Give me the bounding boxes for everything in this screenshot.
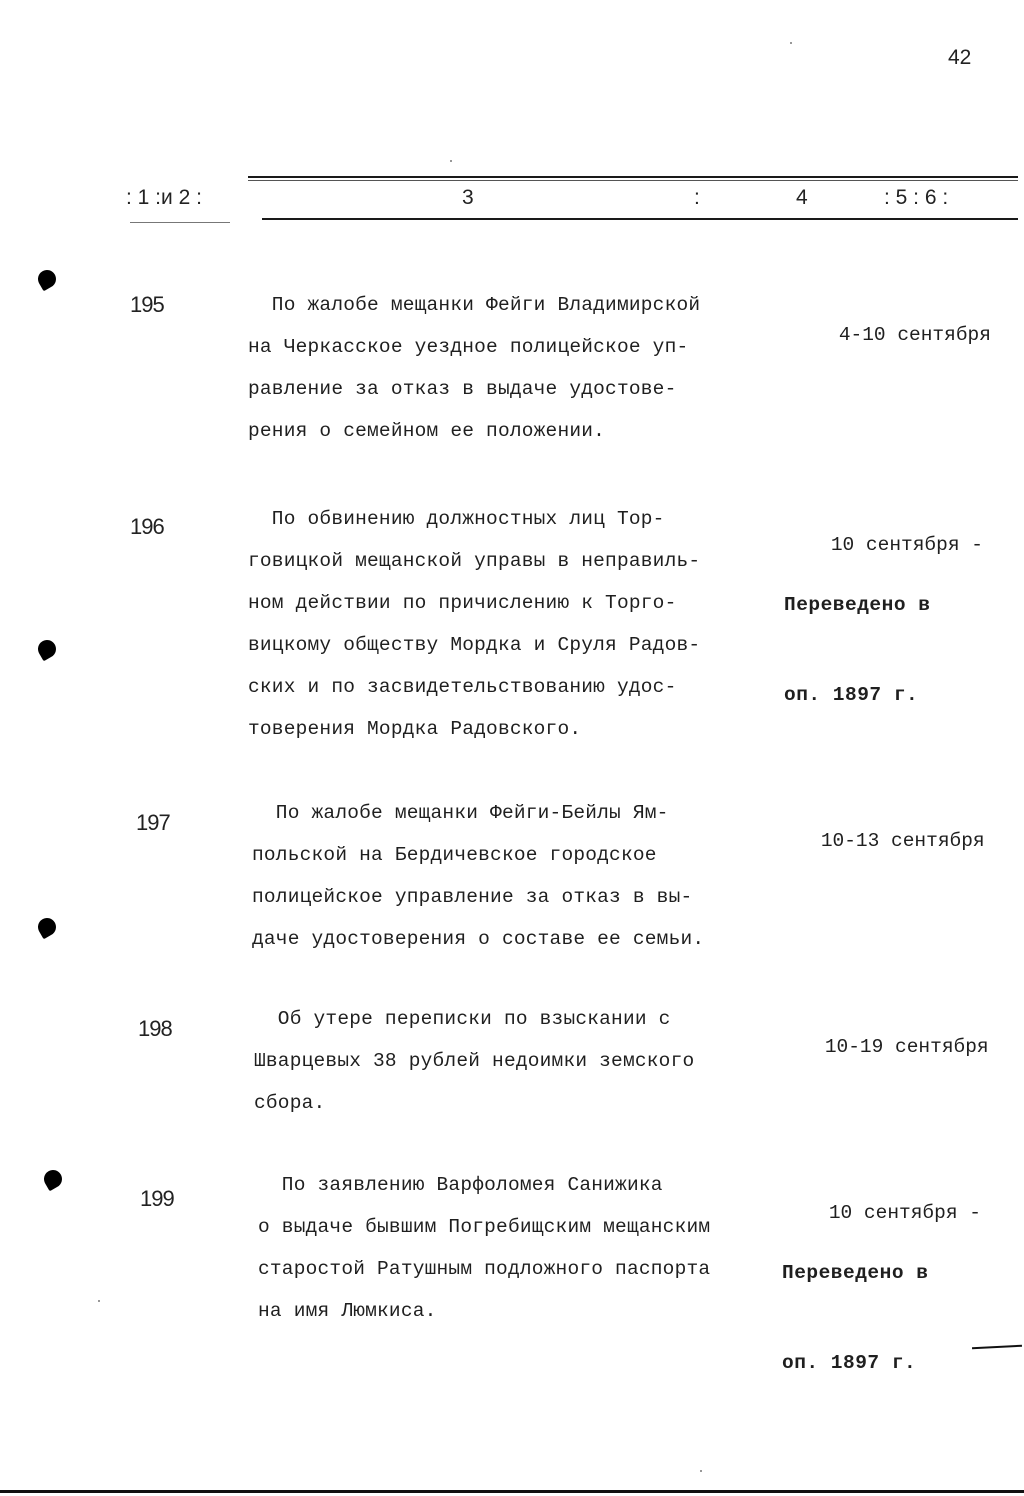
- transfer-note: Переведено в: [784, 594, 931, 616]
- header-top-rule-secondary: [248, 180, 1018, 181]
- description-line: ских и по засвидетельствованию удос-: [248, 676, 677, 698]
- scan-speck: [700, 1470, 702, 1472]
- date-range: 10-19 сентября: [824, 1036, 989, 1058]
- date-range: 10 сентября -: [830, 534, 983, 556]
- entry-description: [248, 284, 758, 452]
- entry-dates: [774, 796, 1024, 886]
- entry-dates: [792, 290, 1024, 380]
- description-line: на Черкасское уездное полицейское уп-: [248, 336, 689, 358]
- description-line: товерения Мордка Радовского.: [248, 718, 582, 740]
- punch-hole-icon: [35, 915, 60, 940]
- entry-number: 195: [130, 292, 164, 317]
- date-range: 10 сентября -: [828, 1202, 981, 1224]
- entry-description: [252, 792, 762, 960]
- scan-speck: [98, 1300, 100, 1302]
- entry-description: [258, 1164, 768, 1332]
- entry-description: [248, 498, 758, 750]
- date-range: 4-10 сентября: [838, 324, 991, 346]
- page-bottom-edge: [0, 1490, 1024, 1493]
- punch-hole-icon: [35, 637, 60, 662]
- description-line: полицейское управление за отказ в вы-: [252, 886, 693, 908]
- header-col-4: 4: [796, 186, 808, 209]
- entry-number: 196: [130, 514, 164, 539]
- description-line: вицкому обществу Мордка и Сруля Радов-: [248, 634, 701, 656]
- transfer-note: оп. 1897 г.: [784, 684, 919, 706]
- header-col-5-6: : 5 : 6 :: [884, 186, 949, 209]
- punch-hole-icon: [35, 267, 60, 292]
- entry-number: 197: [136, 810, 170, 835]
- description-line: на имя Люмкиса.: [258, 1300, 437, 1322]
- entry-description: [254, 998, 764, 1124]
- header-bottom-rule-left: [130, 222, 230, 223]
- description-line: Об утере переписки по взыскании с: [254, 1008, 671, 1030]
- page-number: 42: [948, 46, 972, 69]
- entry-number: 198: [138, 1016, 172, 1041]
- description-line: По заявлению Варфоломея Санижика: [258, 1174, 663, 1196]
- entry-dates: [784, 500, 1024, 770]
- description-line: старостой Ратушным подложного паспорта: [258, 1258, 711, 1280]
- transfer-note: Переведено в: [782, 1262, 929, 1284]
- header-col-3: 3: [462, 186, 474, 209]
- transfer-note: оп. 1897 г.: [782, 1352, 917, 1374]
- description-line: равление за отказ в выдаче удостове-: [248, 378, 677, 400]
- description-line: ном действии по причислению к Торго-: [248, 592, 677, 614]
- description-line: о выдаче бывшим Погребищским мещанским: [258, 1216, 711, 1238]
- description-line: польской на Бердичевское городское: [252, 844, 657, 866]
- punch-hole-icon: [41, 1167, 66, 1192]
- table-header: [126, 186, 1016, 214]
- date-range: 10-13 сентября: [820, 830, 985, 852]
- scan-speck: [450, 160, 452, 162]
- header-bottom-rule: [262, 218, 1018, 220]
- description-line: По жалобе мещанки Фейги-Бейлы Ям-: [252, 802, 669, 824]
- header-col-1-2: : 1 :и 2 :: [126, 186, 202, 209]
- entry-dates: [782, 1168, 1024, 1438]
- scan-speck: [790, 42, 792, 44]
- description-line: По обвинению должностных лиц Тор-: [248, 508, 665, 530]
- entry-number: 199: [140, 1186, 174, 1211]
- header-top-rule: [248, 176, 1018, 178]
- description-line: По жалобе мещанки Фейги Владимирской: [248, 294, 701, 316]
- description-line: сбора.: [254, 1092, 326, 1114]
- description-line: рения о семейном ее положении.: [248, 420, 606, 442]
- description-line: говицкой мещанской управы в неправиль-: [248, 550, 701, 572]
- description-line: Шварцевых 38 рублей недоимки земского: [254, 1050, 695, 1072]
- header-col-3-separator: :: [694, 186, 700, 209]
- description-line: даче удостоверения о составе ее семьи.: [252, 928, 705, 950]
- entry-dates: [778, 1002, 1024, 1092]
